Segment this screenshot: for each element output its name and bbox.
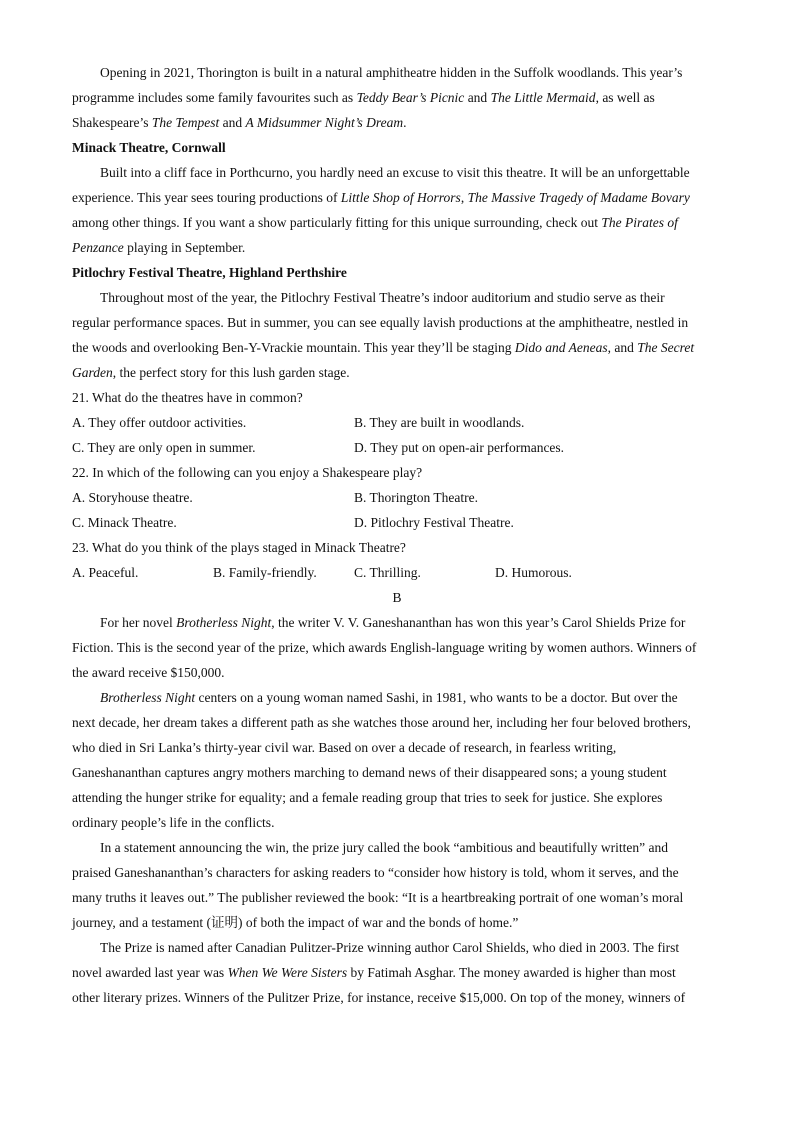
- b-p3-line-2: praised Ganeshananthan’s characters for asking readers to “consider how history is told, whom it serves, and the: [72, 865, 679, 880]
- text: Throughout most of the year, the Pitlochry Festival Theatre’s indoor auditorium and studio serve as their: [100, 290, 665, 305]
- text: , the perfect story for this lush garden stage.: [112, 365, 350, 380]
- title-madame-bovary: The Massive Tragedy of Madame Bovary: [467, 190, 690, 205]
- pitlochry-line-3: [72, 335, 722, 360]
- title-brotherless-night: Brotherless Night: [176, 615, 272, 630]
- minack-line-1: [72, 160, 722, 185]
- thorington-line-2: [72, 85, 722, 110]
- pitlochry-line-2: [72, 310, 722, 335]
- option-d: D. Pitlochry Festival Theatre.: [354, 515, 514, 530]
- minack-line-2: [72, 185, 722, 210]
- b-p4-line-3: other literary prizes. Winners of the Pulitzer Prize, for instance, receive $15,000. On top of the money, winners of: [72, 990, 686, 1005]
- text: , and: [607, 340, 638, 355]
- text: , as well as: [595, 90, 655, 105]
- question-22-options-row-2: [72, 510, 722, 535]
- option-d: D. They put on open-air performances.: [354, 440, 565, 455]
- text: by Fatimah Asghar. The money awarded is higher than most: [347, 965, 676, 980]
- b-p2-line-4: Ganeshananthan captures angry mothers marching to demand news of their disappeared sons; a young student: [72, 765, 667, 780]
- b-p3-line-4: journey, and a testament (证明) of both the impact of war and the bonds of home.”: [72, 915, 519, 930]
- b-p2-line-2: next decade, her dream takes a different path as she watches those around her, including her four beloved brothers,: [72, 715, 691, 730]
- pitlochry-line-4: [72, 360, 722, 385]
- thorington-line-3: [72, 110, 722, 135]
- b-p4-line-1: The Prize is named after Canadian Pulitzer-Prize winning author Carol Shields, who died in 2003. The first: [100, 940, 680, 955]
- title-penzance: Penzance: [72, 240, 124, 255]
- option-b: B. Family-friendly.: [213, 565, 317, 580]
- question-23-stem: 23. What do you think of the plays staged in Minack Theatre?: [72, 540, 406, 555]
- option-a: A. Peaceful.: [72, 565, 139, 580]
- b-p2-line-3: who died in Sri Lanka’s thirty-year civil war. Based on over a decade of research, in fearless writing,: [72, 740, 617, 755]
- b-p2-line-1: [72, 685, 722, 710]
- option-b: B. Thorington Theatre.: [354, 490, 478, 505]
- b-p2-line-5: attending the hunger strike for equality; and a female reading group that tries to seek for justice. She explores: [72, 790, 663, 805]
- text: , the writer V. V. Ganeshananthan has won this year’s Carol Shields Prize for: [271, 615, 686, 630]
- text: regular performance spaces. But in summer, you can see equally lavish productions at the amphitheatre, nestled in: [72, 315, 689, 330]
- title-pirates: The Pirates of: [601, 215, 678, 230]
- text: playing in September.: [123, 240, 246, 255]
- title-little-mermaid: The Little Mermaid: [490, 90, 596, 105]
- b-p3-line-3: many truths it leaves out.” The publisher reviewed the book: “It is a heartbreaking portrait of one woman’s moral: [72, 890, 684, 905]
- b-p2-line-6: ordinary people’s life in the conflicts.: [72, 815, 275, 830]
- question-22-stem: 22. In which of the following can you enjoy a Shakespeare play?: [72, 465, 423, 480]
- title-secret: The Secret: [637, 340, 695, 355]
- option-b: B. They are built in woodlands.: [354, 415, 525, 430]
- option-a: A. They offer outdoor activities.: [72, 415, 247, 430]
- title-garden: Garden: [72, 365, 113, 380]
- pitlochry-heading: Pitlochry Festival Theatre, Highland Perthshire: [72, 265, 347, 280]
- text: and: [464, 90, 491, 105]
- b-p1-line-1: [72, 610, 722, 635]
- minack-line-4: [72, 235, 722, 260]
- minack-line-3: [72, 210, 722, 235]
- text: and: [219, 115, 246, 130]
- title-when-we-were-sisters: When We Were Sisters: [227, 965, 348, 980]
- option-c: C. Minack Theatre.: [72, 515, 177, 530]
- title-the-tempest: The Tempest: [151, 115, 220, 130]
- text: Shakespeare’s: [72, 115, 152, 130]
- question-22-options-row-1: [72, 485, 722, 510]
- text: novel awarded last year was: [72, 965, 228, 980]
- title-dido: Dido and Aeneas: [514, 340, 608, 355]
- question-21-options-row-2: [72, 435, 722, 460]
- title-little-shop: Little Shop of Horrors: [340, 190, 461, 205]
- text: For her novel: [100, 615, 177, 630]
- b-p1-line-2: Fiction. This is the second year of the prize, which awards English-language writing by women authors. Winners of: [72, 640, 697, 655]
- option-c: C. They are only open in summer.: [72, 440, 256, 455]
- text: ,: [460, 190, 468, 205]
- thorington-line-1: [72, 60, 722, 85]
- option-d: D. Humorous.: [495, 565, 572, 580]
- minack-heading: Minack Theatre, Cornwall: [72, 140, 226, 155]
- b-p3-line-1: In a statement announcing the win, the prize jury called the book “ambitious and beautifully written” and: [100, 840, 668, 855]
- title-midsummer: A Midsummer Night’s Dream: [245, 115, 404, 130]
- text: experience. This year sees touring productions of: [72, 190, 341, 205]
- text: .: [403, 115, 407, 130]
- text: among other things. If you want a show particularly fitting for this unique surrounding, check out: [72, 215, 602, 230]
- text: Built into a cliff face in Porthcurno, you hardly need an excuse to visit this theatre. It will be an unforgettable: [100, 165, 690, 180]
- question-23-options-row: [72, 560, 722, 585]
- option-c: C. Thrilling.: [354, 565, 421, 580]
- pitlochry-line-1: [72, 285, 722, 310]
- text: the woods and overlooking Ben-Y-Vrackie mountain. This year they’ll be staging: [72, 340, 515, 355]
- option-a: A. Storyhouse theatre.: [72, 490, 193, 505]
- question-21-options-row-1: [72, 410, 722, 435]
- title-brotherless-night: Brotherless Night: [100, 690, 196, 705]
- b-p1-line-3: the award receive $150,000.: [72, 665, 225, 680]
- text: programme includes some family favourites such as: [72, 90, 357, 105]
- text: centers on a young woman named Sashi, in 1981, who wants to be a doctor. But over the: [195, 690, 678, 705]
- text: Opening in 2021, Thorington is built in a natural amphitheatre hidden in the Suffolk woodlands. This year’s: [100, 65, 683, 80]
- section-b-label: B: [392, 590, 402, 605]
- question-21-stem: 21. What do the theatres have in common?: [72, 390, 303, 405]
- title-teddy-bears-picnic: Teddy Bear’s Picnic: [356, 90, 465, 105]
- b-p4-line-2: [72, 960, 722, 985]
